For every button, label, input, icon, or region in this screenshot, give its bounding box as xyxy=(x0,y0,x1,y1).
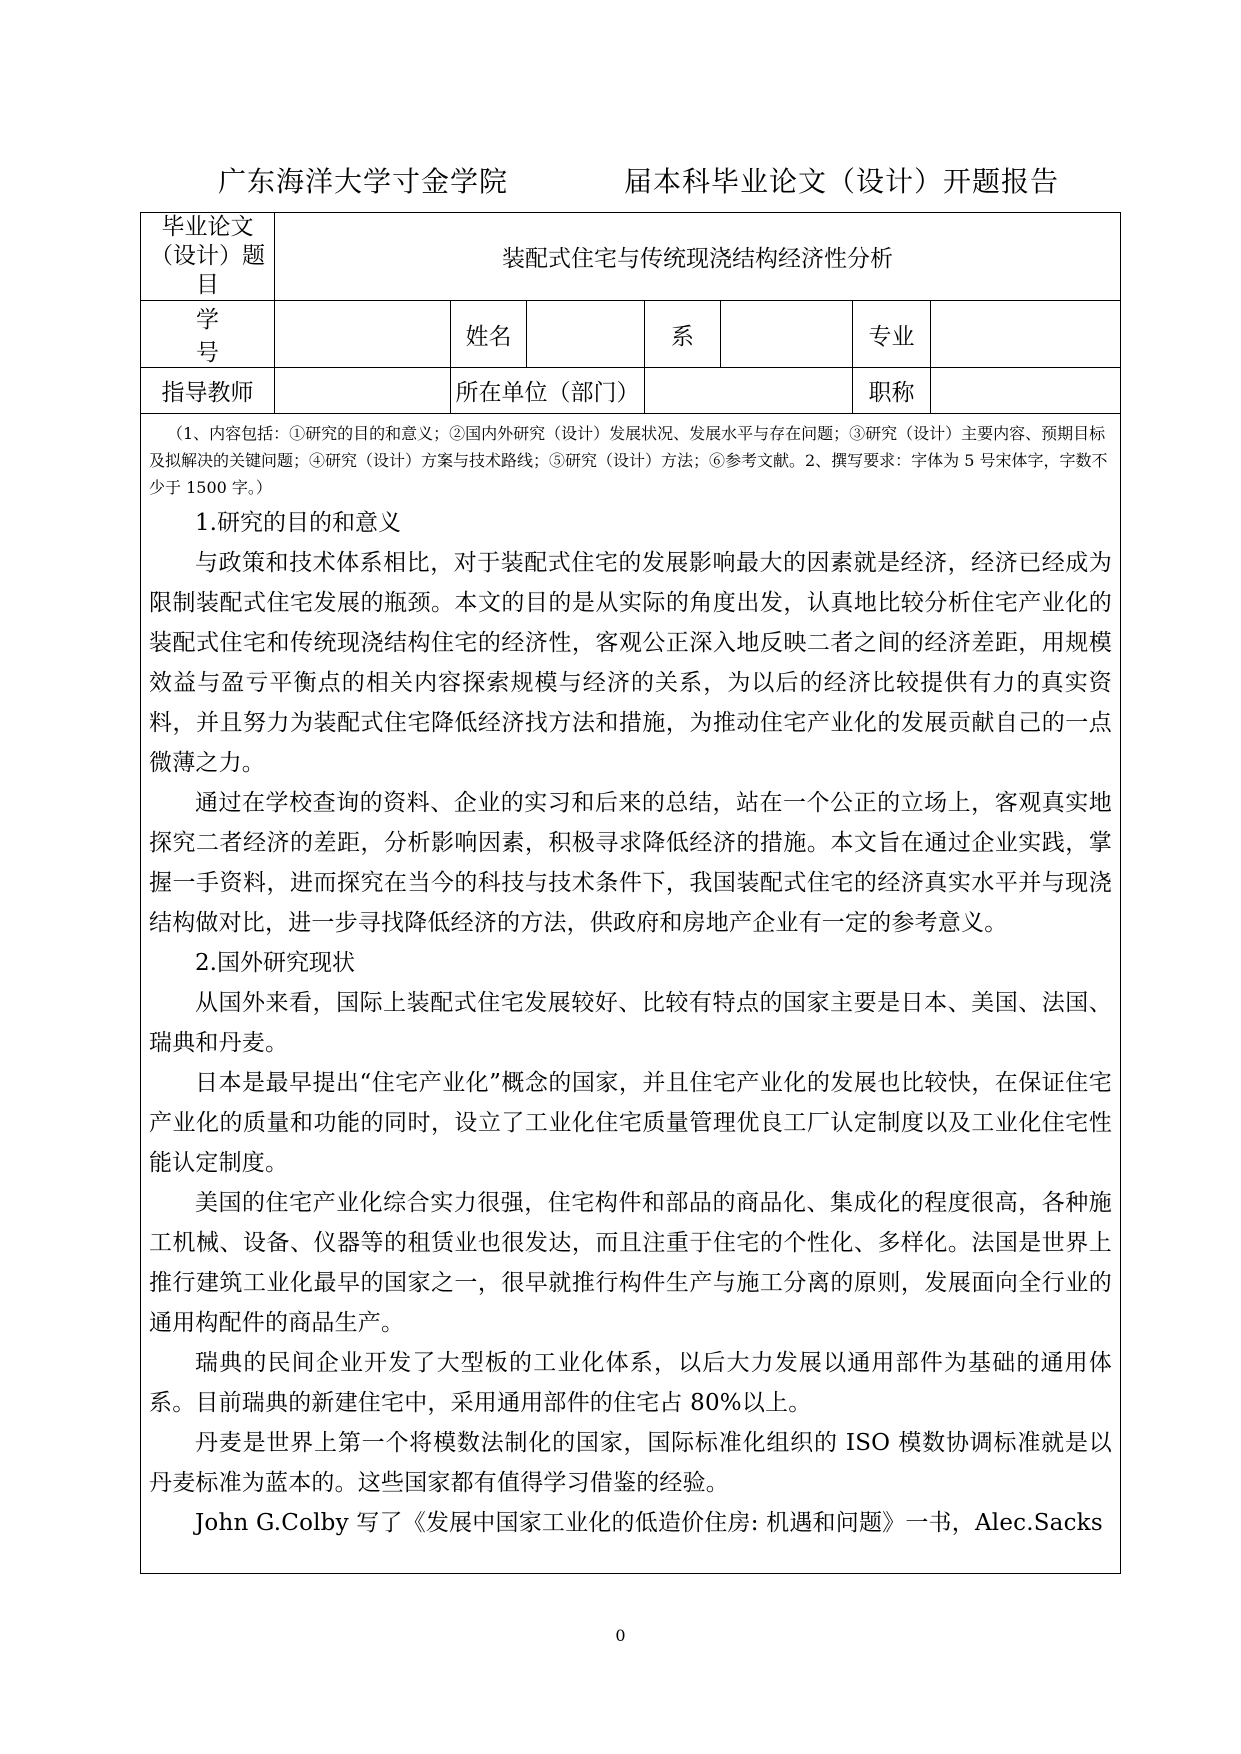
paragraph-denmark: 丹麦是世界上第一个将模数法制化的国家，国际标准化组织的 ISO 模数协调标准就是以丹麦标准为蓝本的。这些国家都有值得学习借鉴的经验。 xyxy=(149,1430,1112,1496)
name-field[interactable] xyxy=(527,301,645,368)
department-field[interactable] xyxy=(721,301,853,368)
document-header xyxy=(218,160,1118,204)
page-number: 0 xyxy=(615,1626,626,1645)
advisor-label: 指导教师 xyxy=(141,368,275,414)
student-id-label: 学号 xyxy=(141,301,275,368)
paragraph-japan: 日本是最早提出“住宅产业化”概念的国家，并且住宅产业化的发展也比较快，在保证住宅产业化的质量和功能的同时，设立了工业化住宅质量管理优良工厂认定制度以及工业化住宅性能认定制度。 xyxy=(149,1070,1112,1176)
name-label: 姓名 xyxy=(451,301,527,368)
paragraph-purpose: 与政策和技术体系相比，对于装配式住宅的发展影响最大的因素就是经济，经济已经成为限制装配式住宅发展的瓶颈。本文的目的是从实际的角度出发，认真地比较分析住宅产业化的装配式住宅和传统现浇结构住宅的经济性，客观公正深入地反映二者之间的经济差距，用规模效益与盈亏平衡点的相关内容探索规模与经济的关系，为以后的经济比较提供有力的真实资料，并且努力为装配式住宅降低经济找方法和措施，为推动住宅产业化的发展贡献自己的一点微薄之力。 xyxy=(149,550,1112,776)
paragraph-references-start: John G.Colby 写了《发展中国家工业化的低造价住房: 机遇和问题》一书，Alec.Sacks xyxy=(195,1510,1103,1536)
department-label: 系 xyxy=(645,301,721,368)
unit-field[interactable] xyxy=(645,368,853,414)
section-2-heading: 2.国外研究现状 xyxy=(195,950,355,976)
writing-instructions: （1、内容包括：①研究的目的和意义；②国内外研究（设计）发展状况、发展水平与存在问题；③研究（设计）主要内容、预期目标及拟解决的关键问题；④研究（设计）方案与技术路线；⑤研究（设计）方法；⑥参考文献。2、撰写要求：字体为 5 号宋体字，字数不少于 1500 字。） xyxy=(149,424,1108,497)
major-field[interactable] xyxy=(931,301,1121,368)
proposal-form-table xyxy=(140,212,1121,1574)
paragraph-overview: 从国外来看，国际上装配式住宅发展较好、比较有特点的国家主要是日本、美国、法国、瑞典和丹麦。 xyxy=(149,990,1112,1056)
section-1-heading: 1.研究的目的和意义 xyxy=(195,510,401,536)
thesis-title-label-line1: 毕业论文 xyxy=(161,214,254,240)
report-title: 届本科毕业论文（设计）开题报告 xyxy=(624,165,1060,198)
thesis-title-value: 装配式住宅与传统现浇结构经济性分析 xyxy=(275,213,1121,301)
proposal-content-cell xyxy=(141,414,1121,1574)
paragraph-significance: 通过在学校查询的资料、企业的实习和后来的总结，站在一个公正的立场上，客观真实地探究二者经济的差距，分析影响因素，积极寻求降低经济的措施。本文旨在通过企业实践，掌握一手资料，进而探究在当今的科技与技术条件下，我国装配式住宅的经济真实水平并与现浇结构做对比，进一步寻找降低经济的方法，供政府和房地产企业有一定的参考意义。 xyxy=(149,790,1112,936)
school-name: 广东海洋大学寸金学院 xyxy=(218,165,509,198)
paragraph-sweden: 瑞典的民间企业开发了大型板的工业化体系，以后大力发展以通用部件为基础的通用体系。目前瑞典的新建住宅中，采用通用部件的住宅占 80%以上。 xyxy=(149,1350,1112,1416)
thesis-title-label xyxy=(141,213,275,301)
unit-label: 所在单位（部门） xyxy=(451,368,645,414)
rank-label: 职称 xyxy=(853,368,931,414)
advisor-field[interactable] xyxy=(275,368,451,414)
thesis-title-label-line2: （设计）题目 xyxy=(150,243,265,298)
student-id-field[interactable] xyxy=(275,301,451,368)
paragraph-usa-france: 美国的住宅产业化综合实力很强，住宅构件和部品的商品化、集成化的程度很高，各种施工机械、设备、仪器等的租赁业也很发达，而且注重于住宅的个性化、多样化。法国是世界上推行建筑工业化最早的国家之一，很早就推行构件生产与施工分离的原则，发展面向全行业的通用构配件的商品生产。 xyxy=(149,1190,1112,1336)
major-label: 专业 xyxy=(853,301,931,368)
rank-field[interactable] xyxy=(931,368,1121,414)
